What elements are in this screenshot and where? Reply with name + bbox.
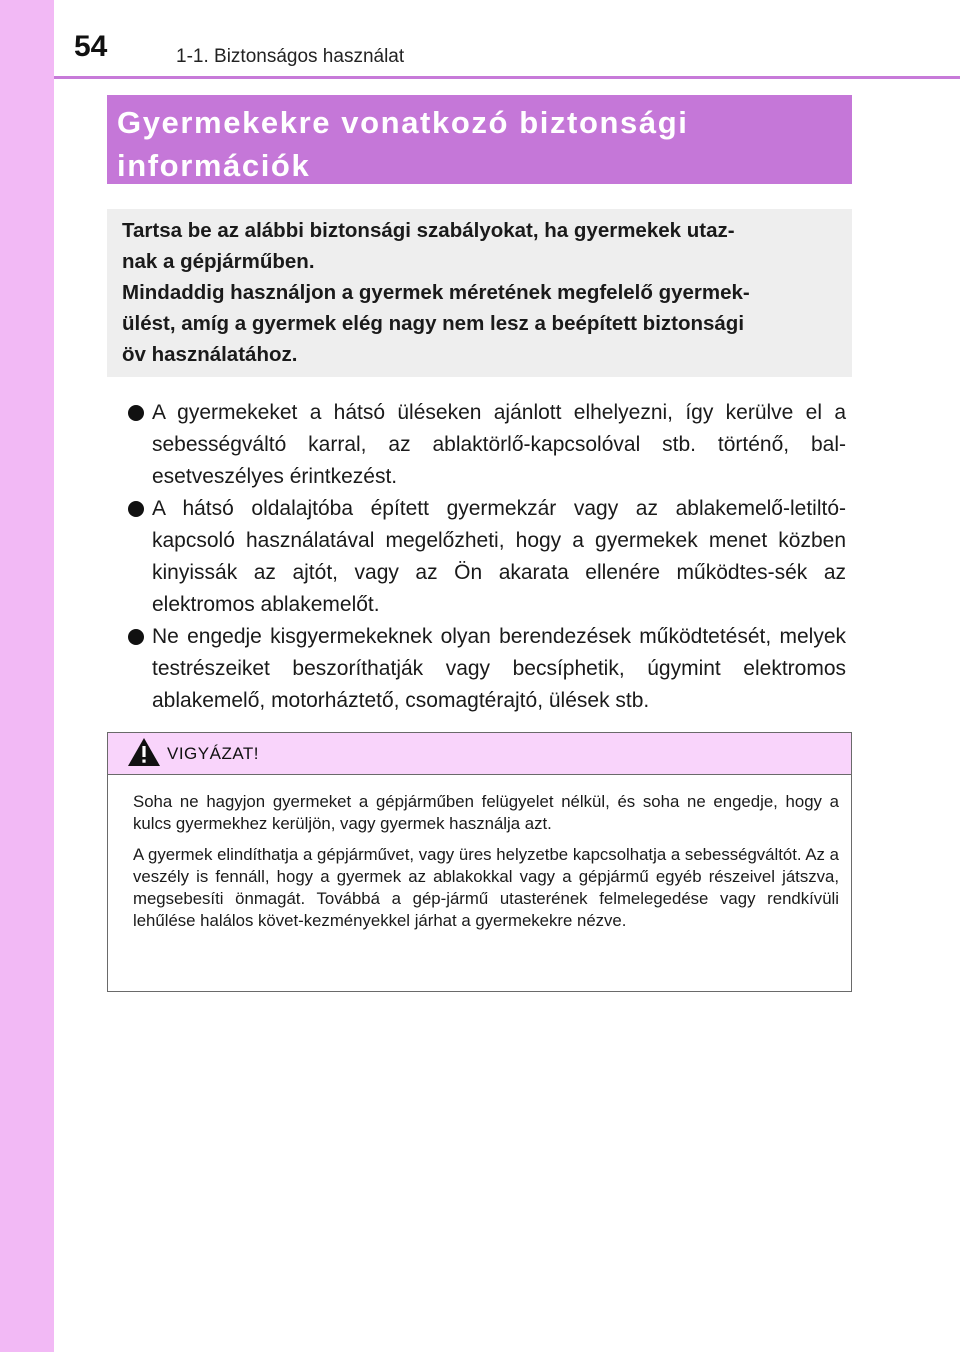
bullet-dot-icon: [128, 629, 144, 645]
caution-title: VIGYÁZAT!: [167, 744, 260, 763]
warning-triangle-icon: [127, 737, 161, 767]
bullet-item: [128, 621, 846, 717]
section-title-line-2: információk: [117, 148, 311, 183]
caution-paragraph: Soha ne hagyjon gyermeket a gépjárműben felügyelet nélkül, és soha ne engedje, hogy a kulcs gyermekhez kerüljön, vagy gyermek használja azt.: [133, 792, 839, 833]
bullet-item: [128, 397, 846, 493]
caution-box: [107, 732, 852, 992]
bullet-text: A gyermekeket a hátsó üléseken ajánlott elhelyezni, így kerülve el a sebességváltó karral, az ablaktörlő-kapcsolóval stb. történő, bal-esetveszélyes érintkezést.: [152, 401, 846, 488]
bullet-text: A hátsó oldalajtóba épített gyermekzár vagy az ablakemelő-letiltó-kapcsoló használatával megelőzheti, hogy a gyermekek menet közben kinyissák az ajtót, vagy az Ön akarata ellenére működtes-sék az elektromos ablakemelőt.: [152, 497, 846, 616]
side-color-strip: [0, 0, 54, 1352]
bullet-list: [128, 397, 846, 717]
page-header: [0, 0, 960, 80]
bullet-dot-icon: [128, 405, 144, 421]
intro-line: Tartsa be az alábbi biztonsági szabályokat, ha gyermekek utaz-: [122, 219, 735, 242]
page-number: 54: [74, 30, 108, 63]
bullet-item: [128, 493, 846, 621]
caution-body: [108, 775, 851, 932]
intro-line: öv használatához.: [122, 343, 298, 366]
header-divider: [54, 76, 960, 79]
intro-line: Mindaddig használjon a gyermek méretének megfelelő gyermek-: [122, 281, 750, 304]
caution-header: [108, 733, 851, 775]
section-title-bar: [107, 95, 852, 184]
intro-line: nak a gépjárműben.: [122, 250, 315, 273]
section-title-line-1: Gyermekekre vonatkozó biztonsági: [117, 105, 689, 140]
intro-box: [107, 209, 852, 377]
bullet-text: Ne engedje kisgyermekeknek olyan berendezések működtetését, melyek testrészeiket beszoríthatják vagy becsíphetik, úgymint elektromos ablakemelő, motorháztető, csomagtérajtó, ülések stb.: [152, 625, 846, 712]
intro-line: ülést, amíg a gyermek elég nagy nem lesz a beépített biztonsági: [122, 312, 745, 335]
caution-paragraph: A gyermek elindíthatja a gépjárművet, vagy üres helyzetbe kapcsolhatja a sebességváltót. Az a veszély is fennáll, hogy a gyermek az ablakokkal vagy a gépjármű egyéb részeivel játszva, megsebesíti önmagát. Továbbá a gép-jármű utasterének felmelegedése vagy rendkívüli lehűlése halálos követ-kezményekkel járhat a gyermekekre nézve.: [133, 845, 839, 930]
section-path: 1-1. Biztonságos használat: [176, 46, 405, 67]
bullet-dot-icon: [128, 501, 144, 517]
